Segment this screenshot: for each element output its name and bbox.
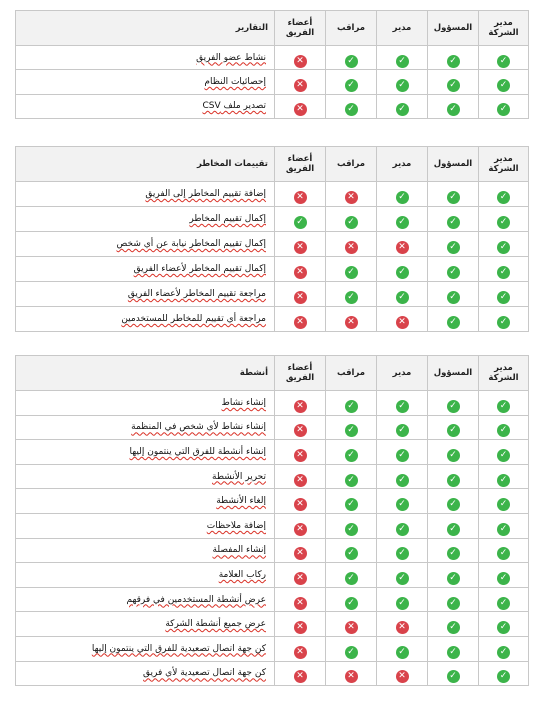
permission-label: ركاب العلامة [16, 563, 275, 588]
permission-label: مراجعة تقييم المخاطر لأعضاء الفريق [16, 282, 275, 307]
cross-circle-icon: ✕ [294, 266, 307, 279]
permission-cell [377, 489, 428, 514]
cross-circle-icon: ✕ [294, 424, 307, 437]
permission-cell [428, 70, 479, 94]
check-circle-icon: ✓ [497, 103, 510, 116]
column-header: أعضاء الفريق [275, 147, 326, 182]
permission-cell [428, 587, 479, 612]
permission-cell [428, 282, 479, 307]
cross-circle-icon: ✕ [294, 621, 307, 634]
table-row [16, 563, 529, 588]
check-circle-icon: ✓ [497, 646, 510, 659]
permission-label: إنشاء نشاط لأي شخص في المنظمة [16, 415, 275, 440]
table-row [16, 415, 529, 440]
check-circle-icon: ✓ [447, 241, 460, 254]
check-circle-icon: ✓ [345, 266, 358, 279]
permission-cell [479, 661, 529, 686]
permission-cell [275, 307, 326, 332]
permission-cell [428, 563, 479, 588]
permission-cell [428, 415, 479, 440]
check-circle-icon: ✓ [447, 523, 460, 536]
permission-cell [428, 538, 479, 563]
permission-cell [275, 232, 326, 257]
check-circle-icon: ✓ [497, 216, 510, 229]
permission-label: تصدير ملف CSV [16, 94, 275, 118]
permission-cell [275, 538, 326, 563]
check-circle-icon: ✓ [497, 547, 510, 560]
permission-label: مراجعة أي تقييم للمخاطر للمستخدمين [16, 307, 275, 332]
permission-cell [326, 391, 377, 416]
check-circle-icon: ✓ [447, 103, 460, 116]
check-circle-icon: ✓ [345, 523, 358, 536]
permission-cell [428, 391, 479, 416]
check-circle-icon: ✓ [345, 449, 358, 462]
check-circle-icon: ✓ [497, 79, 510, 92]
permission-label: إنشاء نشاط [16, 391, 275, 416]
check-circle-icon: ✓ [497, 670, 510, 683]
check-circle-icon: ✓ [447, 191, 460, 204]
check-circle-icon: ✓ [447, 646, 460, 659]
permission-cell [377, 538, 428, 563]
table-row [16, 636, 529, 661]
section-title: التقارير [16, 11, 275, 46]
table-row [16, 307, 529, 332]
permission-cell [275, 440, 326, 465]
permission-cell [326, 538, 377, 563]
check-circle-icon: ✓ [497, 424, 510, 437]
permission-cell [479, 612, 529, 637]
cross-circle-icon: ✕ [396, 621, 409, 634]
permission-cell [326, 440, 377, 465]
permission-cell [479, 391, 529, 416]
column-header: مدير الشركة [479, 147, 529, 182]
permission-cell [377, 182, 428, 207]
check-circle-icon: ✓ [497, 191, 510, 204]
permission-cell [326, 46, 377, 70]
check-circle-icon: ✓ [345, 474, 358, 487]
section-title: تقييمات المخاطر [16, 147, 275, 182]
cross-circle-icon: ✕ [294, 670, 307, 683]
permission-cell [326, 612, 377, 637]
cross-circle-icon: ✕ [345, 621, 358, 634]
check-circle-icon: ✓ [396, 266, 409, 279]
permission-cell [275, 636, 326, 661]
permission-label: إلغاء الأنشطة [16, 489, 275, 514]
permission-cell [377, 661, 428, 686]
permission-cell [428, 464, 479, 489]
permission-cell [479, 94, 529, 118]
permission-cell [326, 415, 377, 440]
table-row [16, 46, 529, 70]
check-circle-icon: ✓ [345, 572, 358, 585]
table-row [16, 70, 529, 94]
permission-label: إكمال تقييم المخاطر لأعضاء الفريق [16, 257, 275, 282]
permission-label: كن جهة اتصال تصعيدية لأي فريق [16, 661, 275, 686]
permission-cell [428, 257, 479, 282]
permission-cell [479, 636, 529, 661]
permission-cell [275, 207, 326, 232]
permission-cell [377, 612, 428, 637]
permission-cell [377, 464, 428, 489]
permission-cell [275, 391, 326, 416]
check-circle-icon: ✓ [447, 572, 460, 585]
table-row [16, 513, 529, 538]
check-circle-icon: ✓ [497, 241, 510, 254]
cross-circle-icon: ✕ [294, 646, 307, 659]
cross-circle-icon: ✕ [294, 291, 307, 304]
cross-circle-icon: ✕ [294, 449, 307, 462]
check-circle-icon: ✓ [396, 55, 409, 68]
check-circle-icon: ✓ [396, 523, 409, 536]
check-circle-icon: ✓ [447, 621, 460, 634]
permission-cell [326, 661, 377, 686]
check-circle-icon: ✓ [447, 474, 460, 487]
permission-cell [275, 513, 326, 538]
check-circle-icon: ✓ [497, 523, 510, 536]
permission-cell [326, 207, 377, 232]
permission-cell [479, 307, 529, 332]
column-header: مدير [377, 11, 428, 46]
permission-cell [326, 182, 377, 207]
check-circle-icon: ✓ [396, 449, 409, 462]
check-circle-icon: ✓ [345, 498, 358, 511]
permission-cell [377, 46, 428, 70]
check-circle-icon: ✓ [447, 216, 460, 229]
column-header: مدير الشركة [479, 356, 529, 391]
permission-cell [326, 70, 377, 94]
permission-cell [479, 282, 529, 307]
check-circle-icon: ✓ [396, 191, 409, 204]
permission-cell [428, 661, 479, 686]
permission-cell [326, 563, 377, 588]
table-row [16, 538, 529, 563]
cross-circle-icon: ✕ [294, 55, 307, 68]
column-header: المسؤول [428, 356, 479, 391]
cross-circle-icon: ✕ [294, 241, 307, 254]
permission-cell [428, 636, 479, 661]
permission-cell [428, 307, 479, 332]
check-circle-icon: ✓ [497, 55, 510, 68]
check-circle-icon: ✓ [396, 79, 409, 92]
table-row [16, 182, 529, 207]
check-circle-icon: ✓ [345, 646, 358, 659]
column-header: مراقب [326, 356, 377, 391]
table-row [16, 257, 529, 282]
permission-cell [326, 232, 377, 257]
check-circle-icon: ✓ [396, 291, 409, 304]
permission-cell [275, 464, 326, 489]
check-circle-icon: ✓ [396, 498, 409, 511]
permission-cell [479, 415, 529, 440]
check-circle-icon: ✓ [447, 400, 460, 413]
table-row [16, 207, 529, 232]
permission-cell [479, 207, 529, 232]
permission-cell [275, 587, 326, 612]
permission-cell [428, 182, 479, 207]
permission-cell [377, 207, 428, 232]
table-row [16, 391, 529, 416]
check-circle-icon: ✓ [345, 79, 358, 92]
permission-cell [479, 464, 529, 489]
permission-cell [428, 440, 479, 465]
permission-cell [479, 563, 529, 588]
check-circle-icon: ✓ [447, 424, 460, 437]
check-circle-icon: ✓ [497, 498, 510, 511]
permission-cell [275, 661, 326, 686]
table-row [16, 587, 529, 612]
check-circle-icon: ✓ [396, 424, 409, 437]
cross-circle-icon: ✕ [294, 103, 307, 116]
permission-cell [377, 282, 428, 307]
permission-cell [326, 282, 377, 307]
table-row [16, 489, 529, 514]
check-circle-icon: ✓ [447, 55, 460, 68]
permission-cell [479, 587, 529, 612]
column-header: مدير [377, 147, 428, 182]
check-circle-icon: ✓ [345, 547, 358, 560]
header-row [16, 147, 529, 182]
activities-permissions-table [15, 355, 529, 686]
table-row [16, 440, 529, 465]
check-circle-icon: ✓ [345, 400, 358, 413]
permission-label: تحرير الأنشطة [16, 464, 275, 489]
section-title: أنشطة [16, 356, 275, 391]
reports-permissions-table [15, 10, 529, 119]
check-circle-icon: ✓ [345, 291, 358, 304]
permission-cell [377, 587, 428, 612]
permission-cell [275, 415, 326, 440]
permission-cell [377, 391, 428, 416]
check-circle-icon: ✓ [447, 316, 460, 329]
cross-circle-icon: ✕ [294, 498, 307, 511]
column-header: أعضاء الفريق [275, 356, 326, 391]
permission-cell [275, 612, 326, 637]
check-circle-icon: ✓ [396, 547, 409, 560]
permission-cell [275, 46, 326, 70]
column-header: مدير الشركة [479, 11, 529, 46]
check-circle-icon: ✓ [447, 498, 460, 511]
permission-cell [377, 415, 428, 440]
permission-cell [275, 182, 326, 207]
check-circle-icon: ✓ [396, 646, 409, 659]
permission-cell [479, 232, 529, 257]
column-header: مراقب [326, 147, 377, 182]
table-row [16, 464, 529, 489]
permission-label: نشاط عضو الفريق [16, 46, 275, 70]
column-header: أعضاء الفريق [275, 11, 326, 46]
cross-circle-icon: ✕ [396, 241, 409, 254]
header-row [16, 11, 529, 46]
cross-circle-icon: ✕ [345, 191, 358, 204]
permission-cell [275, 70, 326, 94]
cross-circle-icon: ✕ [345, 316, 358, 329]
permission-label: إنشاء أنشطة للفرق التي ينتمون إليها [16, 440, 275, 465]
cross-circle-icon: ✕ [294, 400, 307, 413]
table-row [16, 282, 529, 307]
permission-cell [326, 587, 377, 612]
check-circle-icon: ✓ [396, 474, 409, 487]
cross-circle-icon: ✕ [294, 547, 307, 560]
check-circle-icon: ✓ [396, 400, 409, 413]
permission-label: إضافة تقييم المخاطر إلى الفريق [16, 182, 275, 207]
permission-cell [326, 94, 377, 118]
risk-assessments-permissions-table [15, 146, 529, 332]
check-circle-icon: ✓ [497, 621, 510, 634]
cross-circle-icon: ✕ [294, 572, 307, 585]
cross-circle-icon: ✕ [294, 474, 307, 487]
permission-cell [428, 513, 479, 538]
permission-cell [428, 232, 479, 257]
check-circle-icon: ✓ [396, 103, 409, 116]
permission-label: إكمال تقييم المخاطر نيابة عن أي شخص [16, 232, 275, 257]
check-circle-icon: ✓ [345, 216, 358, 229]
permission-cell [377, 636, 428, 661]
permission-cell [326, 513, 377, 538]
cross-circle-icon: ✕ [294, 523, 307, 536]
permission-cell [326, 257, 377, 282]
table-row [16, 612, 529, 637]
cross-circle-icon: ✕ [294, 191, 307, 204]
permission-cell [326, 489, 377, 514]
permission-label: إضافة ملاحظات [16, 513, 275, 538]
check-circle-icon: ✓ [497, 572, 510, 585]
check-circle-icon: ✓ [497, 400, 510, 413]
permission-cell [326, 636, 377, 661]
permission-cell [428, 94, 479, 118]
permission-cell [479, 489, 529, 514]
permission-label: إحصائيات النظام [16, 70, 275, 94]
check-circle-icon: ✓ [497, 597, 510, 610]
permission-cell [377, 513, 428, 538]
cross-circle-icon: ✕ [294, 316, 307, 329]
check-circle-icon: ✓ [447, 291, 460, 304]
permission-cell [377, 257, 428, 282]
permission-cell [377, 70, 428, 94]
permission-label: إكمال تقييم المخاطر [16, 207, 275, 232]
permission-cell [275, 282, 326, 307]
permission-label: إنشاء المفصلة [16, 538, 275, 563]
permission-cell [428, 612, 479, 637]
check-circle-icon: ✓ [497, 449, 510, 462]
permission-cell [479, 182, 529, 207]
table-row [16, 94, 529, 118]
check-circle-icon: ✓ [497, 266, 510, 279]
check-circle-icon: ✓ [396, 597, 409, 610]
header-row [16, 356, 529, 391]
check-circle-icon: ✓ [497, 291, 510, 304]
permission-cell [377, 232, 428, 257]
check-circle-icon: ✓ [294, 216, 307, 229]
permission-cell [479, 513, 529, 538]
permission-cell [428, 207, 479, 232]
cross-circle-icon: ✕ [345, 241, 358, 254]
check-circle-icon: ✓ [447, 266, 460, 279]
permission-cell [377, 307, 428, 332]
cross-circle-icon: ✕ [396, 316, 409, 329]
cross-circle-icon: ✕ [345, 670, 358, 683]
permission-cell [428, 489, 479, 514]
check-circle-icon: ✓ [345, 103, 358, 116]
column-header: المسؤول [428, 11, 479, 46]
column-header: مراقب [326, 11, 377, 46]
permission-cell [377, 563, 428, 588]
cross-circle-icon: ✕ [396, 670, 409, 683]
cross-circle-icon: ✕ [294, 597, 307, 610]
check-circle-icon: ✓ [345, 55, 358, 68]
check-circle-icon: ✓ [497, 316, 510, 329]
permission-cell [275, 257, 326, 282]
permission-cell [275, 563, 326, 588]
permission-label: عرض جميع أنشطة الشركة [16, 612, 275, 637]
check-circle-icon: ✓ [345, 597, 358, 610]
check-circle-icon: ✓ [396, 216, 409, 229]
check-circle-icon: ✓ [345, 424, 358, 437]
permission-cell [275, 94, 326, 118]
check-circle-icon: ✓ [447, 547, 460, 560]
permission-cell [479, 257, 529, 282]
table-row [16, 232, 529, 257]
permission-cell [479, 538, 529, 563]
permission-label: كن جهة اتصال تصعيدية للفرق التي ينتمون إليها [16, 636, 275, 661]
check-circle-icon: ✓ [497, 474, 510, 487]
check-circle-icon: ✓ [396, 572, 409, 585]
table-row [16, 661, 529, 686]
permission-cell [275, 489, 326, 514]
permission-cell [479, 70, 529, 94]
check-circle-icon: ✓ [447, 449, 460, 462]
cross-circle-icon: ✕ [294, 79, 307, 92]
permission-cell [326, 307, 377, 332]
check-circle-icon: ✓ [447, 79, 460, 92]
check-circle-icon: ✓ [447, 597, 460, 610]
permission-cell [377, 94, 428, 118]
permission-cell [377, 440, 428, 465]
column-header: المسؤول [428, 147, 479, 182]
column-header: مدير [377, 356, 428, 391]
permission-label: عرض أنشطة المستخدمين في فرقهم [16, 587, 275, 612]
permission-cell [428, 46, 479, 70]
permission-cell [326, 464, 377, 489]
permission-cell [479, 46, 529, 70]
check-circle-icon: ✓ [447, 670, 460, 683]
permission-cell [479, 440, 529, 465]
